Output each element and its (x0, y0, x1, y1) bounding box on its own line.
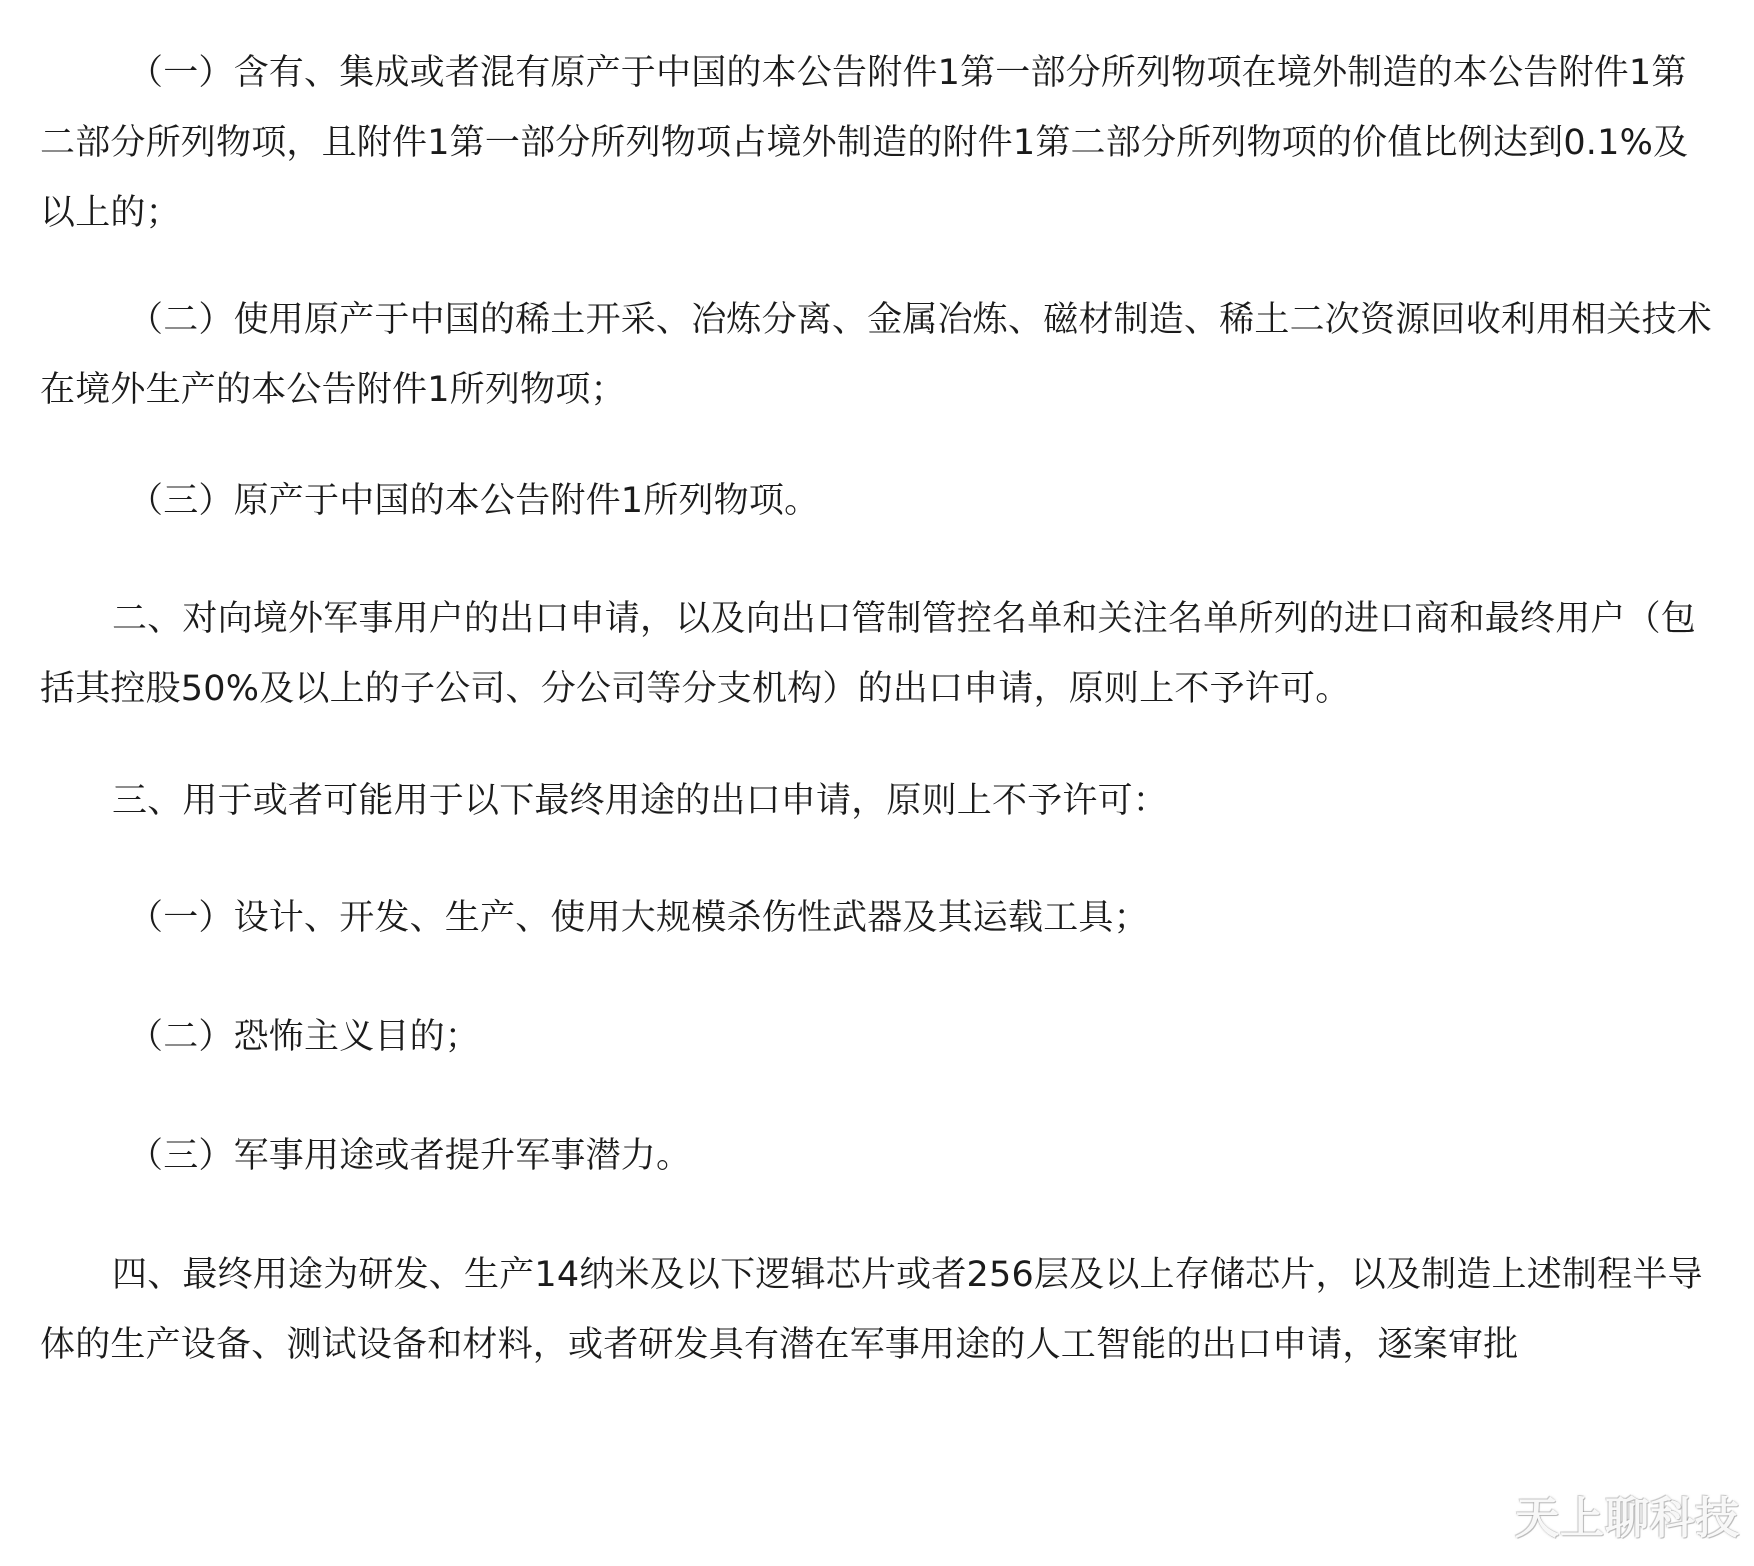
paragraph-1-1: （一）含有、集成或者混有原产于中国的本公告附件1第一部分所列物项在境外制造的本公告附件1第二部分所列物项，且附件1第一部分所列物项占境外制造的附件1第二部分所列物项的价值比例达到0.1%及以上的； (40, 53, 1689, 233)
paragraph-1-2: （二）使用原产于中国的稀土开采、冶炼分离、金属冶炼、磁材制造、稀土二次资源回收利用相关技术在境外生产的本公告附件1所列物项； (40, 300, 1713, 410)
paragraph-2: 二、对向境外军事用户的出口申请，以及向出口管制管控名单和关注名单所列的进口商和最终用户（包括其控股50%及以上的子公司、分公司等分支机构）的出口申请，原则上不予许可。 (40, 599, 1697, 709)
paragraph-3-1: （一）设计、开发、生产、使用大规模杀伤性武器及其运载工具； (128, 898, 1149, 938)
paragraph-4: 四、最终用途为研发、生产14纳米及以下逻辑芯片或者256层及以上存储芯片，以及制造上述制程半导体的生产设备、测试设备和材料，或者研发具有潜在军事用途的人工智能的出口申请，逐案审批 (40, 1255, 1703, 1365)
watermark: 天上聊科技 (1515, 1493, 1740, 1544)
paragraph-3: 三、用于或者可能用于以下最终用途的出口申请，原则上不予许可： (112, 781, 1169, 821)
paragraph-3-2: （二）恐怖主义目的； (128, 1017, 481, 1057)
paragraph-3-3: （三）军事用途或者提升军事潜力。 (128, 1136, 692, 1176)
paragraph-1-3: （三）原产于中国的本公告附件1所列物项。 (128, 481, 820, 521)
